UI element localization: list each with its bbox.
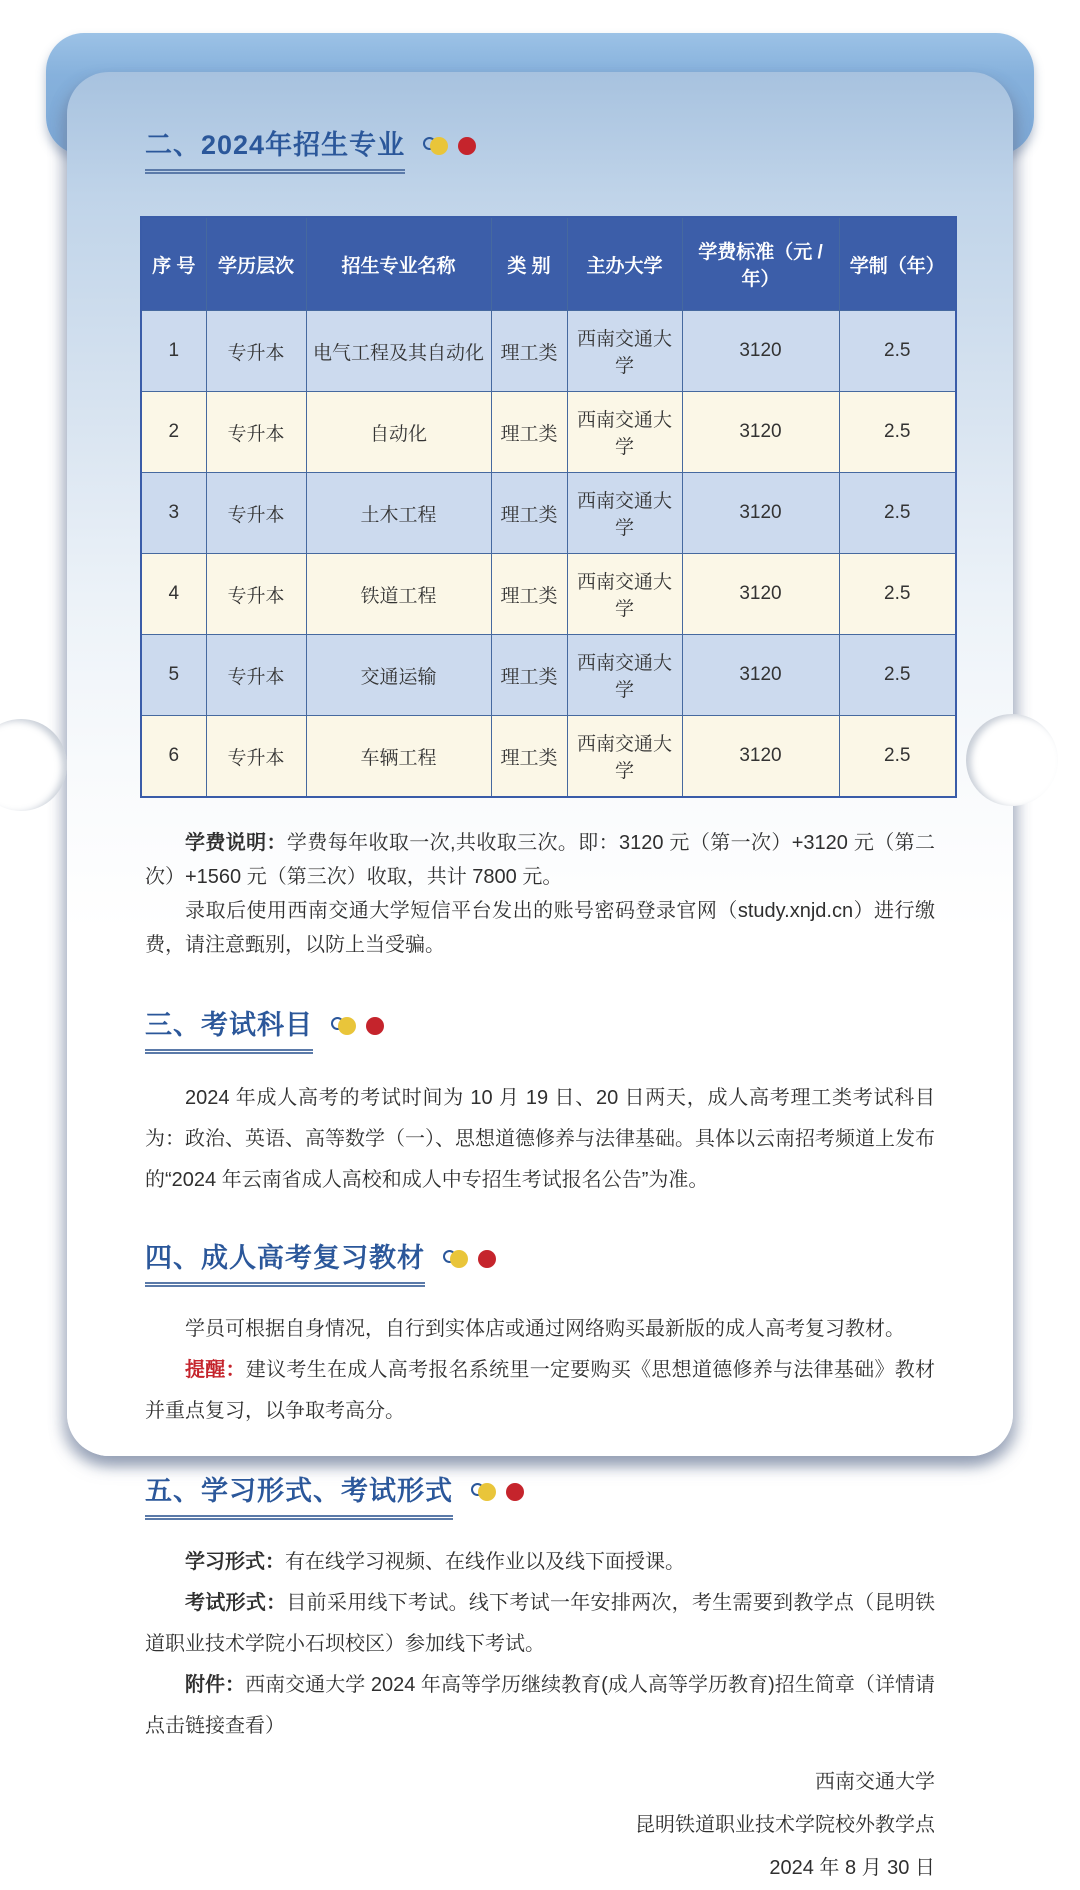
red-dot-icon — [506, 1483, 524, 1501]
ring-and-yellow-dot-icon — [471, 1482, 498, 1502]
table-cell: 西南交通大学 — [567, 554, 682, 635]
red-dot-icon — [458, 137, 476, 155]
attachment-link-text[interactable]: 西南交通大学 2024 年高等学历继续教育(成人高等学历教育)招生简章（详情请点击链接查看） — [145, 1674, 935, 1737]
table-cell: 理工类 — [491, 554, 567, 635]
table-header-row — [141, 217, 956, 311]
table-cell: 5 — [141, 635, 206, 716]
section-heading-study-exam-format — [145, 1474, 935, 1520]
enrollment-majors-table — [140, 216, 957, 798]
table-cell: 专升本 — [206, 311, 306, 392]
table-cell: 理工类 — [491, 635, 567, 716]
heading-double-underline — [145, 169, 405, 174]
materials-paragraph: 学员可根据自身情况，自行到实体店或通过网络购买最新版的成人高考复习教材。 — [185, 1318, 905, 1340]
table-row — [141, 473, 956, 554]
table-cell: 2.5 — [839, 392, 956, 473]
table-cell: 6 — [141, 716, 206, 798]
table-cell: 2.5 — [839, 554, 956, 635]
table-cell: 理工类 — [491, 311, 567, 392]
table-row — [141, 716, 956, 798]
table-cell: 2.5 — [839, 635, 956, 716]
signature-block — [145, 1761, 935, 1890]
section-title-study-exam-format: 五、学习形式、考试形式 — [145, 1476, 453, 1506]
section-heading-exam-subjects — [145, 1008, 935, 1054]
table-cell: 土木工程 — [306, 473, 491, 554]
heading-marker-dots — [471, 1482, 524, 1502]
table-header-cell: 主办大学 — [567, 217, 682, 311]
table-body — [141, 311, 956, 798]
exam-format-label: 考试形式： — [185, 1592, 287, 1614]
table-cell: 西南交通大学 — [567, 311, 682, 392]
ticket-notch-left — [0, 719, 67, 811]
study-format-paragraph — [145, 1542, 935, 1583]
table-cell: 2.5 — [839, 311, 956, 392]
table-cell: 4 — [141, 554, 206, 635]
table-cell: 专升本 — [206, 554, 306, 635]
table-cell: 专升本 — [206, 392, 306, 473]
yellow-dot-icon — [430, 137, 448, 155]
table-row — [141, 311, 956, 392]
table-header-cell: 学制（年） — [839, 217, 956, 311]
reminder-label: 提醒： — [185, 1359, 246, 1381]
fee-note-paragraph — [145, 826, 935, 894]
table-cell: 车辆工程 — [306, 716, 491, 798]
table-cell: 3120 — [682, 392, 839, 473]
study-format-text: 有在线学习视频、在线作业以及线下面授课。 — [285, 1551, 685, 1573]
study-format-label: 学习形式： — [185, 1551, 285, 1573]
reminder-text: 建议考生在成人高考报名系统里一定要购买《思想道德修养与法律基础》教材并重点复习，以争取考高分。 — [145, 1359, 936, 1422]
table-cell: 西南交通大学 — [567, 716, 682, 798]
ring-and-yellow-dot-icon — [443, 1249, 470, 1269]
exam-subjects-paragraph: 2024 年成人高考的考试时间为 10 月 19 日、20 日两天，成人高考理工类考试科目为：政治、英语、高等数学（一）、思想道德修养与法律基础。具体以云南招考频道上发布的“2024 年云南省成人高校和成人中专招生考试报名公告”为准。 — [145, 1087, 935, 1191]
signature-organization: 西南交通大学 — [815, 1771, 935, 1793]
table-cell: 1 — [141, 311, 206, 392]
ticket-notch-right — [966, 714, 1058, 806]
table-cell: 3 — [141, 473, 206, 554]
table-cell: 理工类 — [491, 716, 567, 798]
table-cell: 西南交通大学 — [567, 392, 682, 473]
heading-double-underline — [145, 1049, 313, 1054]
fee-note-block — [145, 826, 935, 962]
table-cell: 西南交通大学 — [567, 473, 682, 554]
section-title-exam-subjects: 三、考试科目 — [145, 1010, 313, 1040]
table-cell: 3120 — [682, 635, 839, 716]
table-cell: 3120 — [682, 716, 839, 798]
yellow-dot-icon — [478, 1483, 496, 1501]
table-row — [141, 554, 956, 635]
table-cell: 专升本 — [206, 716, 306, 798]
table-cell: 专升本 — [206, 635, 306, 716]
table-cell: 2.5 — [839, 716, 956, 798]
heading-double-underline — [145, 1515, 453, 1520]
table-cell: 铁道工程 — [306, 554, 491, 635]
ring-and-yellow-dot-icon — [331, 1016, 358, 1036]
payment-note-paragraph: 录取后使用西南交通大学短信平台发出的账号密码登录官网（study.xnjd.cn）进行缴费，请注意甄别，以防上当受骗。 — [145, 900, 935, 956]
fee-note-text: 学费每年收取一次,共收取三次。即：3120 元（第一次）+3120 元（第二次）+1560 元（第三次）收取，共计 7800 元。 — [145, 832, 935, 888]
reminder-paragraph — [145, 1350, 935, 1432]
section-heading-enrollment — [145, 128, 935, 174]
table-header-cell: 类 别 — [491, 217, 567, 311]
table-row — [141, 392, 956, 473]
red-dot-icon — [366, 1017, 384, 1035]
table-header-cell: 学费标准（元 / 年） — [682, 217, 839, 311]
table-cell: 3120 — [682, 311, 839, 392]
signature-teaching-point: 昆明铁道职业技术学院校外教学点 — [635, 1814, 935, 1836]
table-cell: 2 — [141, 392, 206, 473]
section-title-enrollment: 二、2024年招生专业 — [145, 130, 406, 160]
heading-marker-dots — [443, 1249, 496, 1269]
table-cell: 电气工程及其自动化 — [306, 311, 491, 392]
section-heading-review-materials — [145, 1241, 935, 1287]
table-cell: 3120 — [682, 473, 839, 554]
yellow-dot-icon — [450, 1250, 468, 1268]
table-cell: 交通运输 — [306, 635, 491, 716]
fee-note-label: 学费说明： — [185, 832, 287, 854]
signature-date: 2024 年 8 月 30 日 — [769, 1857, 935, 1879]
exam-format-paragraph — [145, 1583, 935, 1665]
yellow-dot-icon — [338, 1017, 356, 1035]
table-cell: 3120 — [682, 554, 839, 635]
content-card — [67, 72, 1013, 1879]
heading-double-underline — [145, 1282, 425, 1287]
heading-marker-dots — [423, 136, 476, 156]
section-title-review-materials: 四、成人高考复习教材 — [145, 1243, 425, 1273]
table-cell: 专升本 — [206, 473, 306, 554]
table-cell: 理工类 — [491, 473, 567, 554]
ring-and-yellow-dot-icon — [423, 136, 450, 156]
heading-marker-dots — [331, 1016, 384, 1036]
table-cell: 理工类 — [491, 392, 567, 473]
table-cell: 自动化 — [306, 392, 491, 473]
table-header-cell: 招生专业名称 — [306, 217, 491, 311]
table-cell: 2.5 — [839, 473, 956, 554]
exam-format-text: 目前采用线下考试。线下考试一年安排两次，考生需要到教学点（昆明铁道职业技术学院小石坝校区）参加线下考试。 — [145, 1592, 936, 1655]
table-cell: 西南交通大学 — [567, 635, 682, 716]
table-header-cell: 学历层次 — [206, 217, 306, 311]
attachment-label: 附件： — [185, 1674, 246, 1696]
red-dot-icon — [478, 1250, 496, 1268]
table-header-cell: 序 号 — [141, 217, 206, 311]
attachment-paragraph — [145, 1665, 935, 1747]
table-row — [141, 635, 956, 716]
